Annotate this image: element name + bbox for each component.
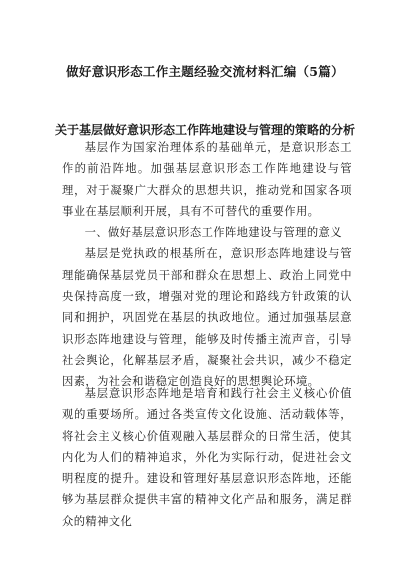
paragraph-significance: 基层是党执政的根基所在，意识形态阵地建设与管理能确保基层党员干部和群众在思想上、政治上同党中央保持高度一致，增强对党的理论和路线方针政策的认同和拥护，巩固党在基层的执政地位。通过加强基层意识形态阵地建设与管理，能够及时传播主流声音，引导社会舆论，化解基层矛盾，凝聚社会共识，减少不稳定因素，为社会和谐稳定创造良好的思想舆论环境。 bbox=[62, 247, 352, 389]
article-title: 关于基层做好意识形态工作阵地建设与管理的策略的分析 bbox=[54, 123, 355, 137]
paragraph-core-values: 基层意识形态阵地是培育和践行社会主义核心价值观的重要场所。通过各类宣传文化设施、活动载体等，将社会主义核心价值观融入基层群众的日常生活，使其内化为人们的精神追求，外化为实际行动，促进社会文明程度的提升。建设和管理好基层意识形态阵地，还能够为基层群众提供丰富的精神文化产品和服务，满足群众的精神文化 bbox=[62, 387, 352, 528]
section-heading-significance: 一、做好基层意识形态工作阵地建设与管理的意义 bbox=[84, 226, 342, 240]
paragraph-intro: 基层作为国家治理体系的基础单元，是意识形态工作的前沿阵地。加强基层意识形态工作阵地建设与管理，对于凝聚广大群众的思想共识，推动党和国家各项事业在基层顺利开展，具有不可替代的重要作用。 bbox=[62, 141, 352, 218]
body-text-block-1 bbox=[62, 137, 352, 393]
body-text-block-2 bbox=[62, 383, 352, 532]
document-title: 做好意识形态工作主题经验交流材料汇编（5篇） bbox=[66, 64, 344, 79]
